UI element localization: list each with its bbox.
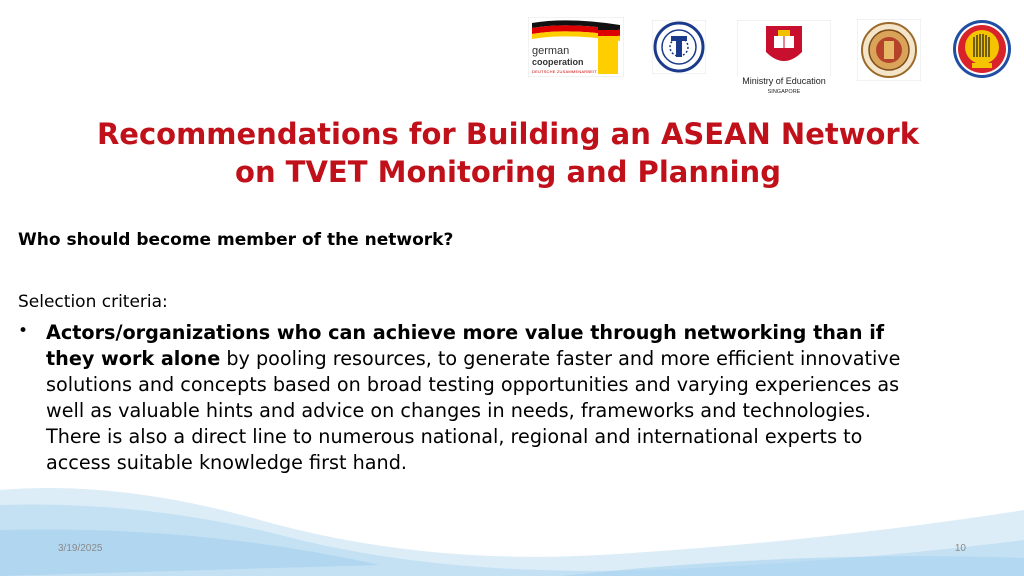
bullet-line-5: There is also a direct line to numerous national, regional and international experts to: [46, 425, 863, 448]
moe-logo-line1: Ministry of Education: [742, 76, 826, 86]
moe-singapore-logo: [737, 20, 831, 98]
german-logo-line3: DEUTSCHE ZUSAMMENARBEIT: [532, 69, 598, 74]
bullet-rest-line-2: by pooling resources, to generate faster and more efficient innovative: [220, 347, 901, 370]
ministry-seal-icon: [857, 19, 921, 81]
moe-crest-icon: [737, 20, 831, 76]
bullet-line-3: solutions and concepts based on broad testing opportunities and varying experiences as: [46, 373, 900, 396]
bullet-line-6: access suitable knowledge first hand.: [46, 451, 407, 474]
section-question: Who should become member of the network?: [18, 230, 454, 250]
bullet-symbol: •: [18, 321, 29, 341]
criteria-label: Selection criteria:: [18, 292, 168, 312]
footer-wave-decoration: [0, 470, 1024, 576]
asean-emblem-icon: [952, 19, 1012, 79]
bullet-line-4: well as valuable hints and advice on changes in needs, frameworks and technologies.: [46, 399, 871, 422]
german-cooperation-logo: [528, 17, 624, 77]
footer-page-number: 10: [954, 543, 966, 554]
german-logo-line1: german: [532, 45, 570, 57]
bullet-line-1: [46, 320, 1006, 346]
ministry-seal-logo: [857, 19, 921, 81]
slide-title: [0, 115, 1016, 191]
german-logo-line2: cooperation: [532, 57, 584, 67]
bullet-bold-line-1: Actors/organizations who can achieve more value through networking than if: [46, 321, 885, 344]
tesda-logo: [652, 20, 706, 74]
tesda-seal-icon: [652, 20, 706, 74]
footer-date: 3/19/2025: [58, 543, 103, 554]
moe-logo-line2: SINGAPORE: [767, 89, 801, 95]
title-line-1: Recommendations for Building an ASEAN Network: [96, 117, 920, 151]
bullet-bold-line-2: they work alone: [46, 347, 221, 370]
bullet-item: [46, 320, 1006, 476]
asean-logo: [952, 19, 1012, 79]
title-line-2: on TVET Monitoring and Planning: [235, 155, 781, 189]
bullet-line-2: [46, 346, 1006, 372]
